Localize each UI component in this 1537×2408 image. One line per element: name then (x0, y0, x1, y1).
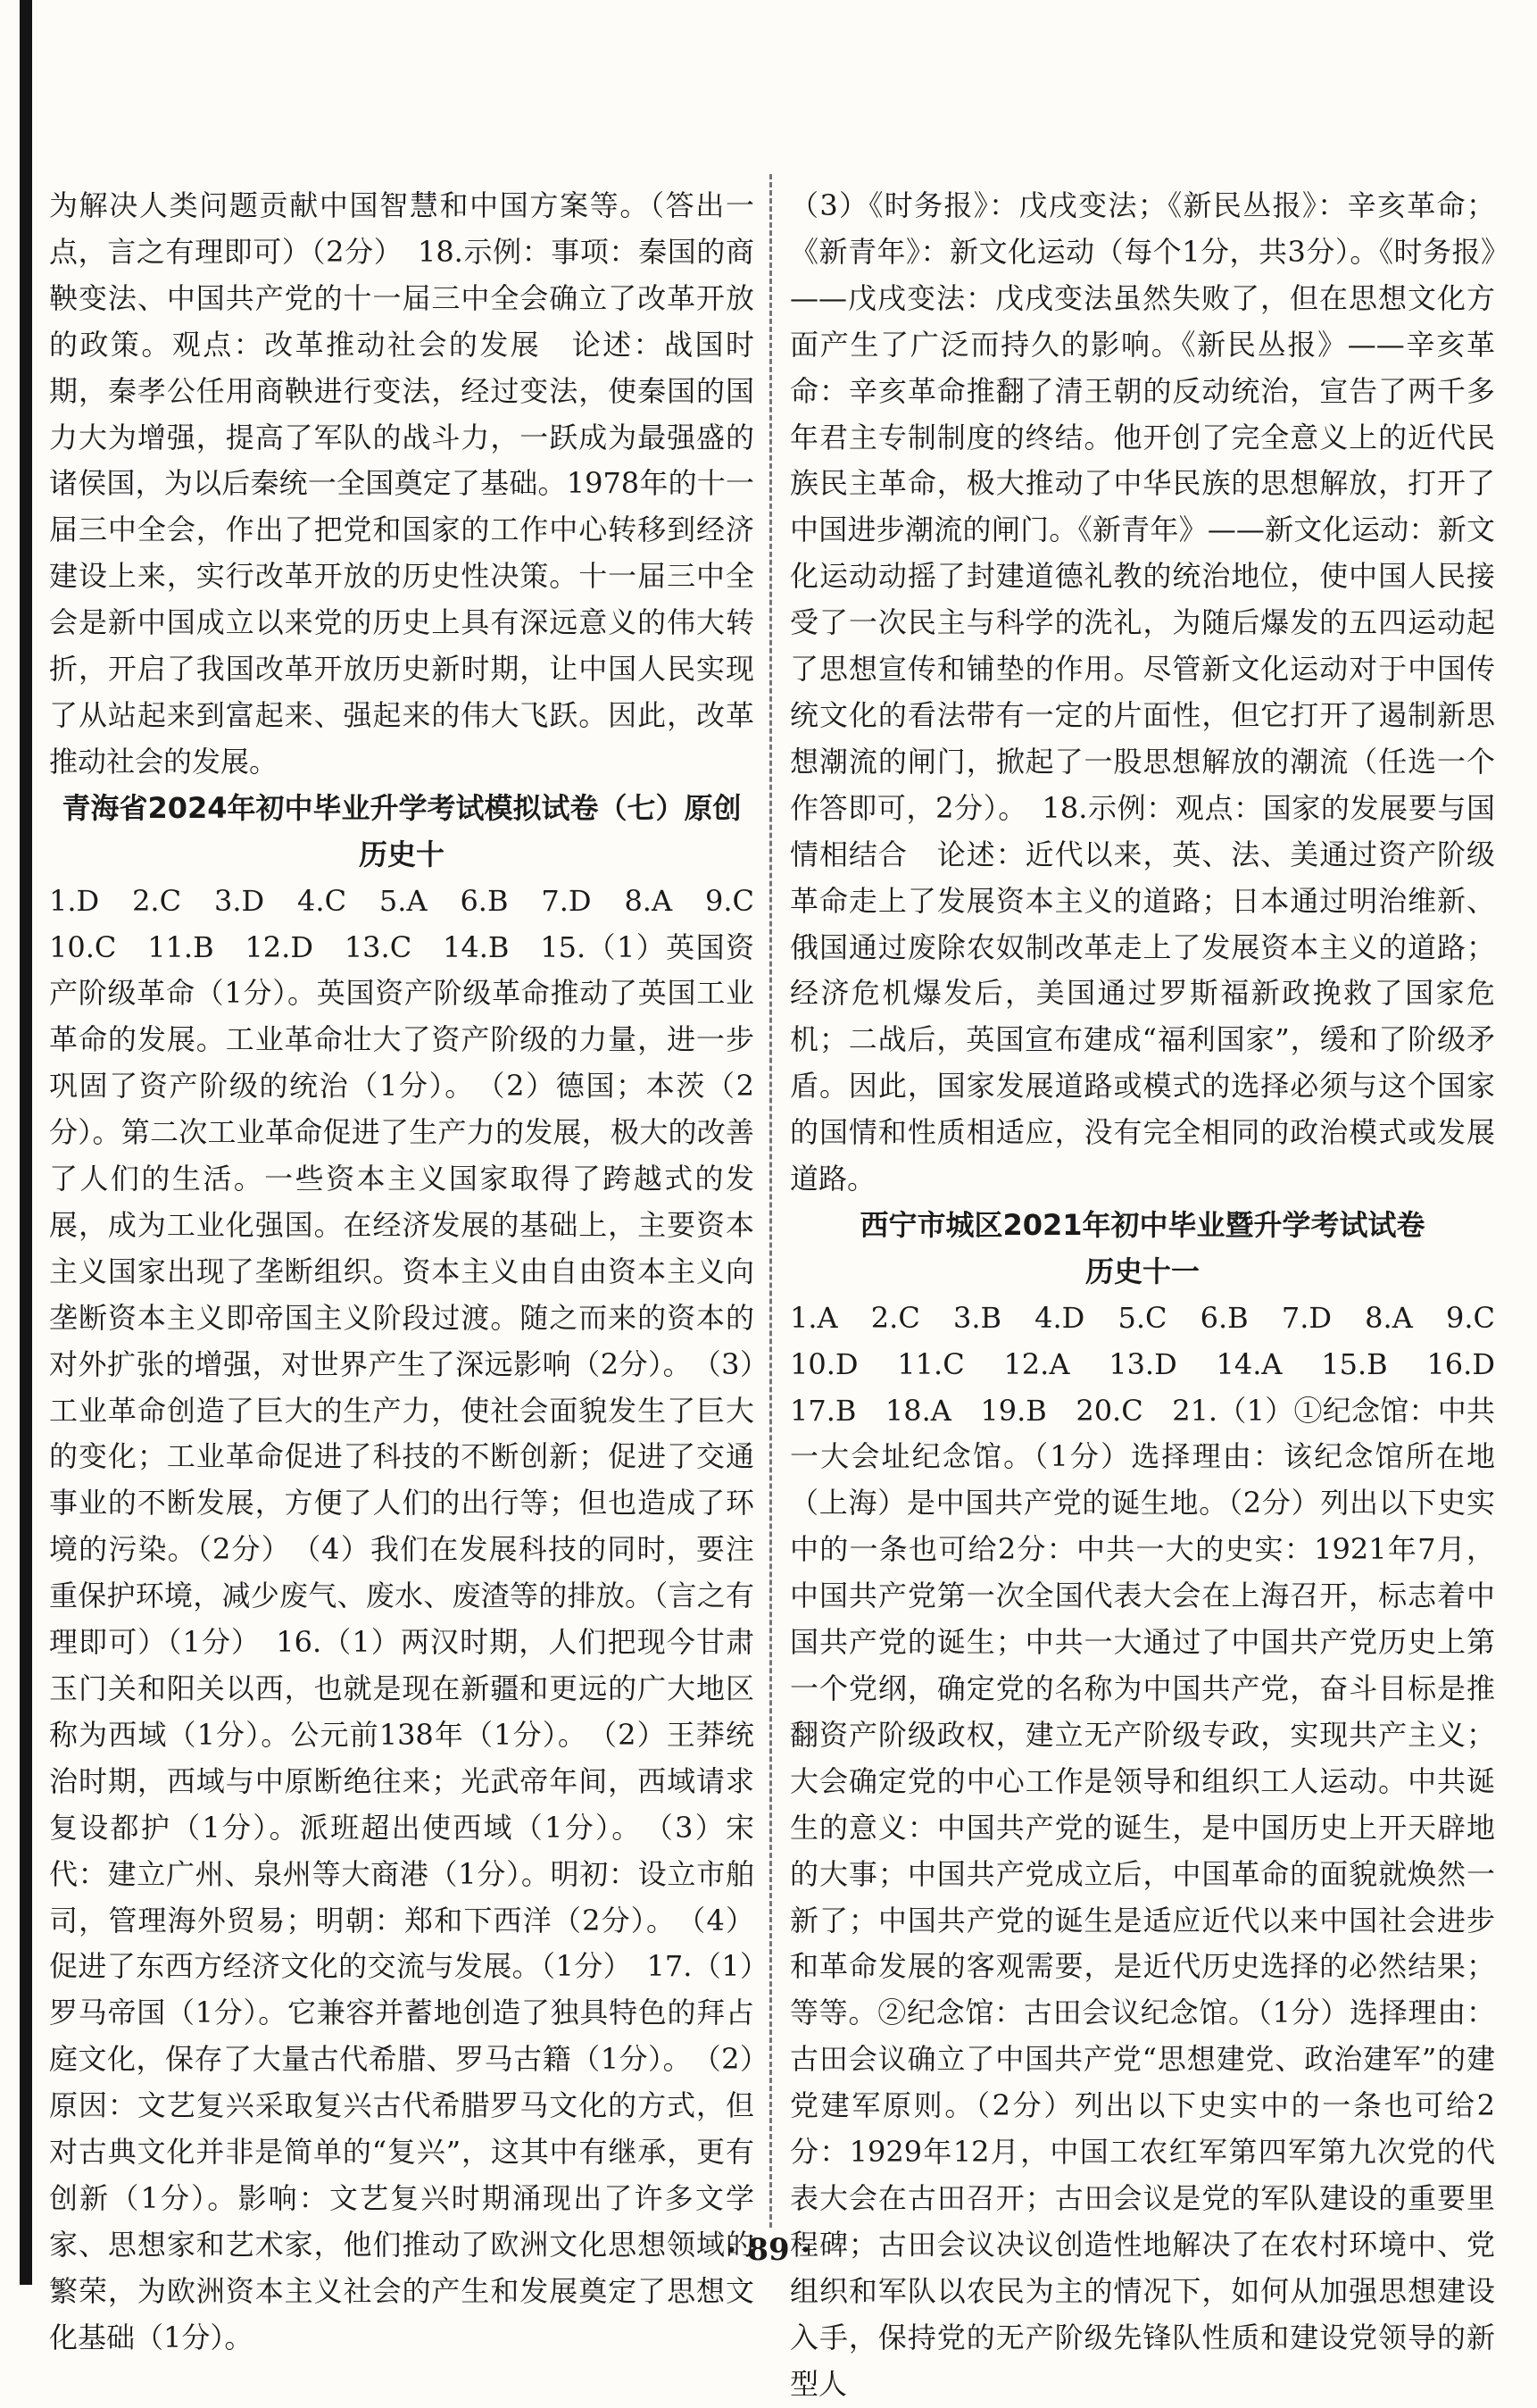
exam-heading-2: 西宁市城区2021年初中毕业暨升学考试试卷 (860, 1207, 1425, 1242)
right-answer-text-2: 1.A 2.C 3.B 4.D 5.C 6.B 7.D 8.A 9.C 10.D 11.C 12.A 13.D 14.A 15.B 16.D 17.B 18.A 19.B 20.C 21.（1）①纪念馆：中共一大会址纪念馆。（1分）选择理由：该纪念馆所在地（上海）是中国共产党的诞生地。（2分）列出以下史实中的一条也可给2分：中共一大的史实：1921年7月，中国共产党第一次全国代表大会在上海召开，标志着中国共产党的诞生；中共一大通过了中国共产党历史上第一个党纲，确定党的名称为中国共产党，奋斗目标是推翻资产阶级政权，建立无产阶级专政，实现共产主义；大会确定党的中心工作是领导和组织工人运动。中共诞生的意义：中国共产党的诞生，是中国历史上开天辟地的大事；中国共产党成立后，中国革命的面貌就焕然一新了；中国共产党的诞生是适应近代以来中国社会进步和革命发展的客观需要，是近代历史选择的必然结果；等等。②纪念馆：古田会议纪念馆。（1分）选择理由：古田会议确立了中国共产党“思想建党、政治建军”的建党建军原则。（2分）列出以下史实中的一条也可给2分：1929年12月，中国工农红军第四军第九次党的代表大会在古田召开；古田会议是党的军队建设的重要里程碑；古田会议决议创造性地解决了在农村环境中、党组织和军队以农民为主的情况下，如何从加强思想建设入手，保持党的无产阶级先锋队性质和建设党领导的新型人 (790, 1300, 1525, 2401)
left-answer-text-2: 1.D 2.C 3.D 4.C 5.A 6.B 7.D 8.A 9.C 10.C 11.B 12.D 13.C 14.B 15.（1）英国资产阶级革命（1分）。英国资产阶级革命推动了英国工业革命的发展。工业革命壮大了资产阶级的力量，进一步巩固了资产阶级的统治（1分）。 （2）德国；本茨（2分）。第二次工业革命促进了生产力的发展，极大的改善了人们的生活。一些资本主义国家取得了跨越式的发展，成为工业化强国。在经济发展的基础上，主要资本主义国家出现了垄断组织。资本主义由自由资本主义向垄断资本主义即帝国主义阶段过渡。随之而来的资本的对外扩张的增强，对世界产生了深远影响（2分）。 （3）工业革命创造了巨大的生产力，使社会面貌发生了巨大的变化；工业革命促进了科技的不断创新；促进了交通事业的不断发展，方便了人们的出行等；但也造成了环境的污染。（2分） （4）我们在发展科技的同时，要注重保护环境，减少废气、废水、废渣等的排放。（言之有理即可）（1分） 16.（1）两汉时期，人们把现今甘肃玉门关和阳关以西，也就是现在新疆和更远的广大地区称为西域（1分）。公元前138年（1分）。 （2）王莽统治时期，西域与中原断绝往来；光武帝年间，西域请求复设都护（1分）。派班超出使西域（1分）。 （3）宋代：建立广州、泉州等大商港（1分）。明初：设立市舶司，管理海外贸易；明朝：郑和下西洋（2分）。 （4）促进了东西方经济文化的交流与发展。（1分） 17.（1）罗马帝国（1分）。它兼容并蓄地创造了独具特色的拜占庭文化，保存了大量古代希腊、罗马古籍（1分）。 （2）原因：文艺复兴采取复兴古代希腊罗马文化的方式，但对古典文化并非是简单的“复兴”，这其中有继承，更有创新（1分）。影响：文艺复兴时期涌现出了许多文学家、思想家和艺术家，他们推动了欧洲文化思想领域的繁荣，为欧洲资本主义社会的产生和发展奠定了思想文化基础（1分）。 (49, 883, 784, 2354)
page-number: · 89 · (726, 2232, 811, 2268)
left-answer-text-1: 为解决人类问题贡献中国智慧和中国方案等。（答出一点，言之有理即可）（2分） 18.示例：事项：秦国的商鞅变法、中国共产党的十一届三中全会确立了改革开放的政策。观点：改革推动社会的发展 论述：战国时期，秦孝公任用商鞅进行变法，经过变法，使秦国的国力大为增强，提高了军队的战斗力，一跃成为最强盛的诸侯国，为以后秦统一全国奠定了基础。1978年的十一届三中全会，作出了把党和国家的工作中心转移到经济建设上来，实行改革开放的历史性决策。十一届三中全会是新中国成立以来党的历史上具有深远意义的伟大转折，开启了我国改革开放历史新时期，让中国人民实现了从站起来到富起来、强起来的伟大飞跃。因此，改革推动社会的发展。 (49, 188, 754, 779)
page-binding-edge (20, 0, 32, 2285)
exam-subheading-2: 历史十一 (1084, 1254, 1200, 1288)
right-column (790, 183, 1525, 2408)
exam-heading-1: 青海省2024年初中毕业升学考试模拟试卷（七）原创 (62, 790, 742, 825)
exam-subheading-1: 历史十 (358, 837, 444, 871)
column-divider (769, 174, 772, 2228)
right-answer-text-1: （3）《时务报》：戊戌变法；《新民丛报》：辛亥革命；《新青年》：新文化运动（每个1分，共3分）。《时务报》——戊戌变法：戊戌变法虽然失败了，但在思想文化方面产生了广泛而持久的影响。《新民丛报》——辛亥革命：辛亥革命推翻了清王朝的反动统治，宣告了两千多年君主专制制度的终结。他开创了完全意义上的近代民族民主革命，极大推动了中华民族的思想解放，打开了中国进步潮流的闸门。《新青年》——新文化运动：新文化运动动摇了封建道德礼教的统治地位，使中国人民接受了一次民主与科学的洗礼，为随后爆发的五四运动起了思想宣传和铺垫的作用。尽管新文化运动对于中国传统文化的看法带有一定的片面性，但它打开了遏制新思想潮流的闸门，掀起了一股思想解放的潮流（任选一个作答即可，2分）。 18.示例：观点：国家的发展要与国情相结合 论述：近代以来，英、法、美通过资产阶级革命走上了发展资本主义的道路；日本通过明治维新、俄国通过废除农奴制改革走上了发展资本主义的道路；经济危机爆发后，美国通过罗斯福新政挽救了国家危机；二战后，英国宣布建成“福利国家”，缓和了阶级矛盾。因此，国家发展道路或模式的选择必须与这个国家的国情和性质相适应，没有完全相同的政治模式或发展道路。 (790, 188, 1495, 1196)
